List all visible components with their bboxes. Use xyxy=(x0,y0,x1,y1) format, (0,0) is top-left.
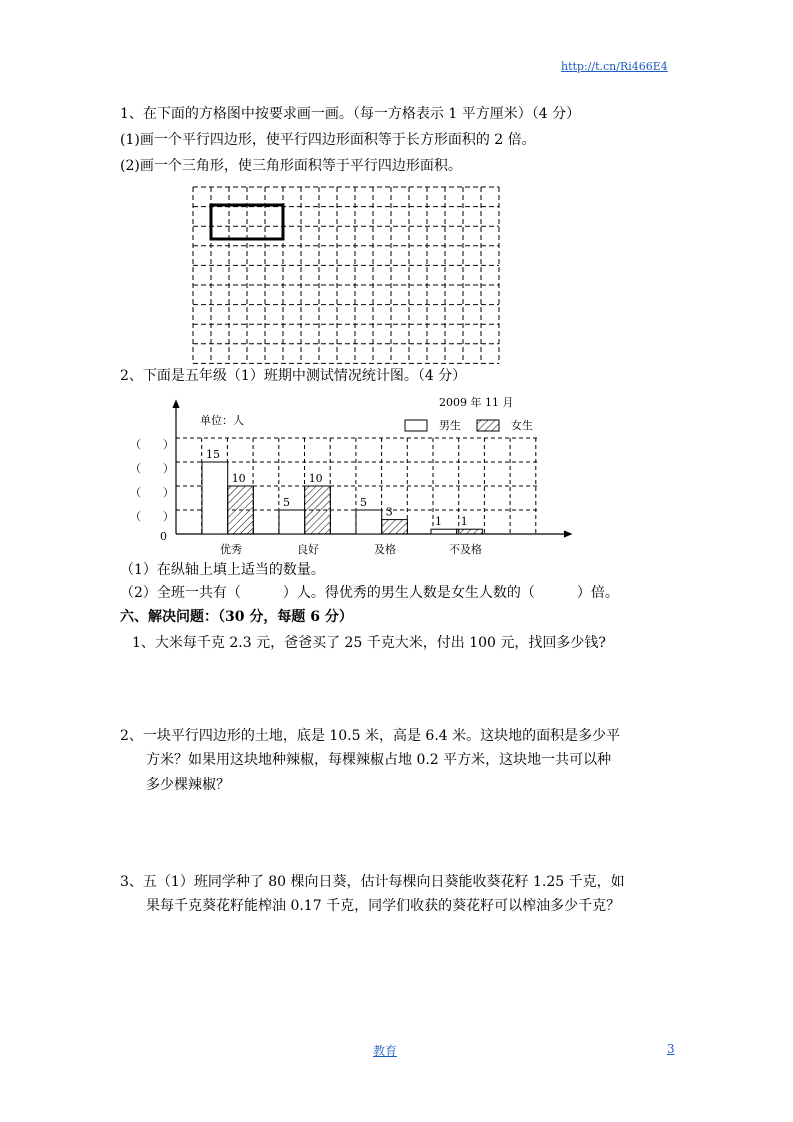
bar-value-label: 10 xyxy=(308,472,323,485)
q2-sub1: （1）在纵轴上填上适当的数量。 xyxy=(120,562,325,578)
bar-boys-1 xyxy=(279,510,305,534)
page-number: 3 xyxy=(667,1042,675,1056)
category-label: 优秀 xyxy=(220,543,242,556)
bar-value-label: 1 xyxy=(435,515,442,529)
problem-2-line2: 方米？如果用这块地种辣椒，每棵辣椒占地 0.2 平方米，这块地一共可以种 xyxy=(146,752,612,768)
q2-sub2: （2）全班一共有（ ）人。得优秀的男生人数是女生人数的（ ）倍。 xyxy=(120,585,619,601)
chart-unit-label: 单位：人 xyxy=(200,414,244,427)
bar-girls-0 xyxy=(228,486,254,534)
q1-title: 1、在下面的方格图中按要求画一画。（每一方格表示 1 平方厘米）（4 分） xyxy=(120,106,581,122)
section6-heading: 六、解决问题：（30 分，每题 6 分） xyxy=(120,609,353,625)
bar-value-label: 3 xyxy=(385,505,393,519)
q1-item2: (2)画一个三角形，使三角形面积等于平行四边形面积。 xyxy=(120,158,462,174)
bar-value-label: 15 xyxy=(206,448,220,461)
bar-value-label: 5 xyxy=(283,496,290,509)
problem-3-line2: 果每千克葵花籽能榨油 0.17 千克，同学们收获的葵花籽可以榨油多少千克？ xyxy=(146,898,621,914)
bar-chart xyxy=(120,392,590,562)
bar-value-label: 10 xyxy=(231,472,246,485)
problem-1: 1、大米每千克 2.3 元，爸爸买了 25 千克大米，付出 100 元，找回多少钱? xyxy=(132,635,606,651)
y-tick-blank: （ ） xyxy=(130,438,174,451)
legend-swatch-girls xyxy=(477,420,499,431)
origin-label: 0 xyxy=(160,530,167,543)
bar-boys-0 xyxy=(202,462,228,534)
category-label: 不及格 xyxy=(449,543,482,556)
category-label: 及格 xyxy=(374,543,396,556)
problem-2-line3: 多少棵辣椒？ xyxy=(146,777,230,793)
q2-title: 2、下面是五年级（1）班期中测试情况统计图。（4 分） xyxy=(120,368,467,384)
header-link[interactable]: http://t.cn/Ri466E4 xyxy=(561,60,668,73)
legend-swatch-boys xyxy=(405,420,427,431)
bar-value-label: 1 xyxy=(460,515,468,529)
legend-label-girls: 女生 xyxy=(511,419,533,432)
problem-3-line1: 3、五（1）班同学种了 80 棵向日葵，估计每棵向日葵能收葵花籽 1.25 千克，如 xyxy=(120,874,625,890)
q1-item1: (1)画一个平行四边形，使平行四边形面积等于长方形面积的 2 倍。 xyxy=(120,132,536,148)
y-tick-blank: （ ） xyxy=(130,462,174,475)
bar-value-label: 5 xyxy=(360,496,367,509)
y-tick-blank: （ ） xyxy=(130,510,174,523)
drawing-grid xyxy=(190,180,520,370)
bar-boys-2 xyxy=(356,510,382,534)
y-tick-blank: （ ） xyxy=(130,486,174,499)
x-axis-arrow xyxy=(564,531,571,537)
chart-title: 2009 年 11 月 xyxy=(439,396,514,409)
bar-girls-2 xyxy=(382,520,408,534)
bar-girls-3 xyxy=(457,529,483,534)
y-axis-arrow xyxy=(173,401,179,408)
bar-boys-3 xyxy=(431,529,457,534)
problem-2-line1: 2、一块平行四边形的土地，底是 10.5 米，高是 6.4 米。这块地的面积是多少平 xyxy=(120,728,621,744)
category-label: 良好 xyxy=(297,543,319,556)
legend-label-boys: 男生 xyxy=(439,419,461,432)
footer-link[interactable]: 教育 xyxy=(373,1044,398,1058)
bar-girls-1 xyxy=(305,486,331,534)
